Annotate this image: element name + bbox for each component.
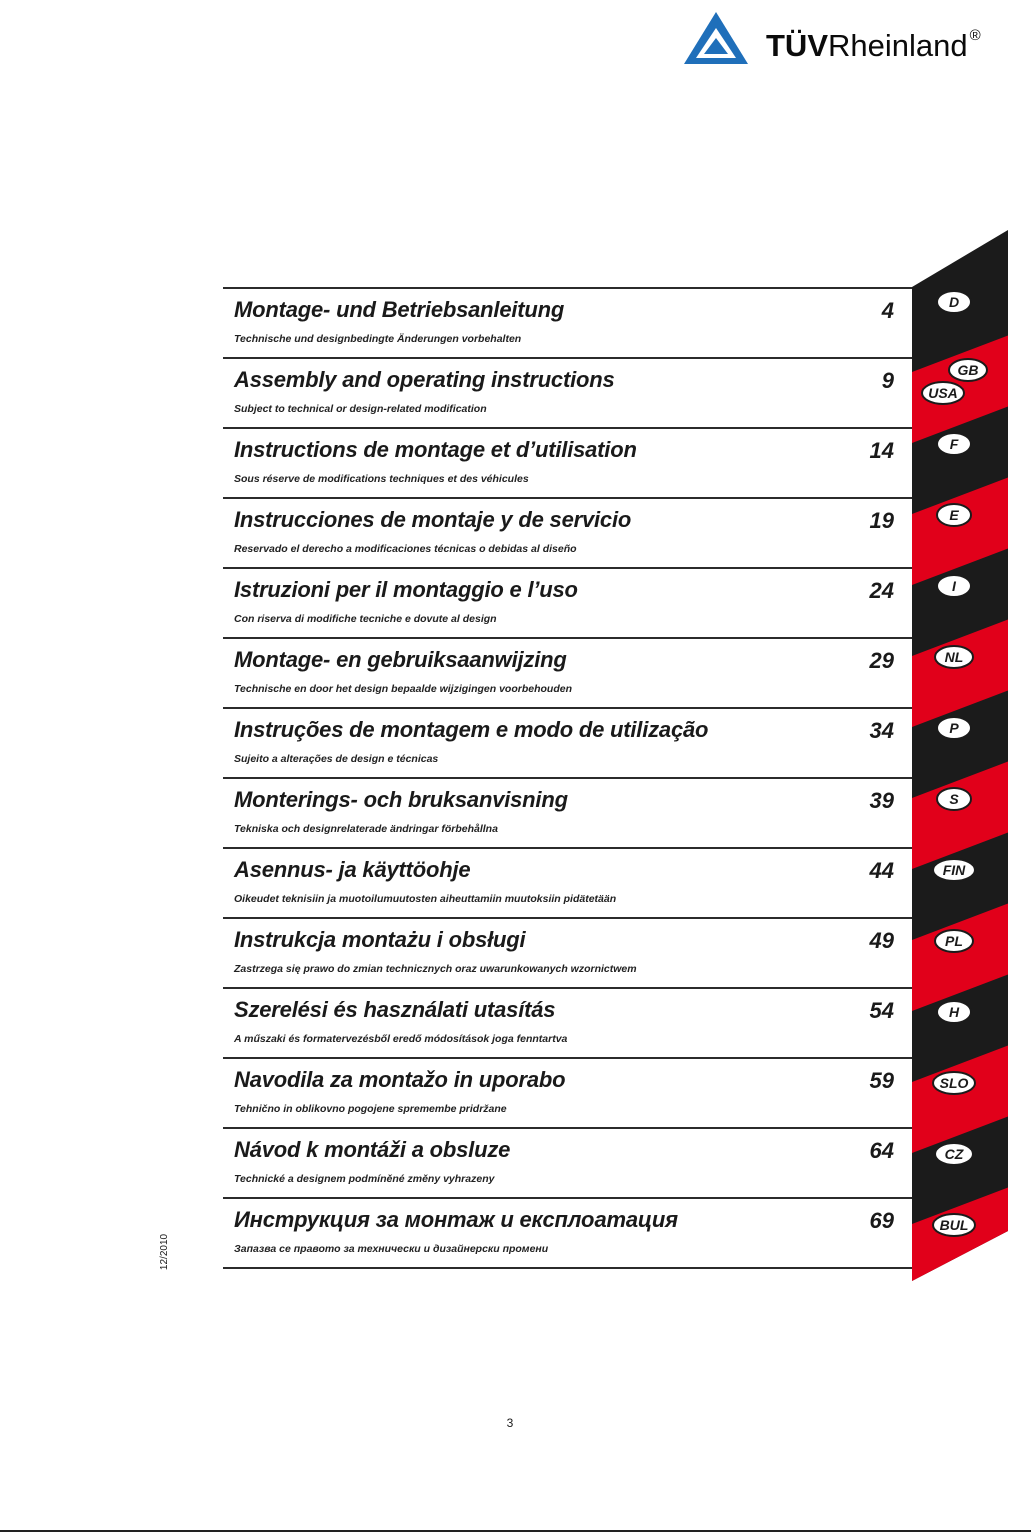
- entry-subtitle: Subject to technical or design-related modification: [234, 403, 487, 415]
- entry-subtitle: Oikeudet teknisiin ja muotoilumuutosten aiheuttamiin muutoksiin pidätetään: [234, 893, 617, 905]
- entry-page-number: 34: [869, 718, 894, 743]
- entry-subtitle: Sujeito a alterações de design e técnicas: [234, 753, 439, 765]
- entry-subtitle: Tekniska och designrelaterade ändringar förbehållna: [234, 823, 498, 835]
- language-tab-strip: [912, 230, 1012, 1290]
- language-badge-label: P: [949, 720, 959, 736]
- index-row[interactable]: [223, 357, 916, 427]
- entry-page-number: 49: [869, 928, 894, 953]
- entry-title: Instruções de montagem e modo de utilização: [234, 717, 709, 742]
- entry-subtitle: Tehnično in oblikovno pogojene spremembe pridržane: [234, 1103, 507, 1115]
- entry-page-number: 44: [869, 858, 894, 883]
- brand-name: TÜVRheinland ®: [766, 27, 981, 63]
- entry-page-number: 59: [869, 1068, 894, 1093]
- entry-title: Instrukcja montażu i obsługi: [234, 927, 526, 952]
- index-row[interactable]: [223, 847, 916, 917]
- tuv-rheinland-logo: [682, 8, 1017, 68]
- page-number: 3: [506, 1416, 514, 1430]
- language-badge-label: D: [948, 294, 960, 310]
- entry-page-number: 9: [881, 368, 894, 393]
- entry-page-number: 54: [869, 998, 894, 1023]
- language-badge-label: H: [948, 1004, 960, 1020]
- language-badge-label: I: [952, 578, 956, 594]
- entry-title: Assembly and operating instructions: [234, 367, 615, 392]
- entry-subtitle: Запазва се правото за технически и дизайнерски промени: [234, 1243, 549, 1255]
- language-badge-label: GB: [957, 362, 979, 378]
- entry-page-number: 39: [869, 788, 894, 813]
- entry-page-number: 24: [869, 578, 894, 603]
- entry-title: Szerelési és használati utasítás: [234, 997, 556, 1022]
- entry-title: Instrucciones de montaje y de servicio: [234, 507, 632, 532]
- entry-subtitle: A műszaki és formatervezésből eredő módosítások joga fenntartva: [234, 1033, 568, 1045]
- entry-page-number: 14: [869, 438, 894, 463]
- entry-subtitle: Technické a designem podmíněné změny vyhrazeny: [234, 1173, 495, 1185]
- entry-title: Asennus- ja käyttöohje: [234, 857, 471, 882]
- footer-rule: [0, 1530, 1031, 1532]
- language-badge-label: CZ: [944, 1146, 964, 1162]
- entry-page-number: 19: [869, 508, 894, 533]
- language-badge-label: USA: [928, 385, 958, 401]
- entry-title: Istruzioni per il montaggio e l’uso: [234, 577, 578, 602]
- index-row[interactable]: [223, 1127, 916, 1197]
- index-row[interactable]: [223, 1197, 916, 1269]
- index-row[interactable]: [223, 1057, 916, 1127]
- index-row[interactable]: [223, 917, 916, 987]
- entry-title: Montage- en gebruiksaanwijzing: [234, 647, 567, 672]
- index-row[interactable]: [223, 777, 916, 847]
- index-row[interactable]: [223, 427, 916, 497]
- index-row[interactable]: [223, 287, 916, 357]
- index-row[interactable]: [223, 497, 916, 567]
- language-badge-label: SLO: [939, 1075, 969, 1091]
- language-badge-label: FIN: [942, 862, 966, 878]
- entry-title: Montage- und Betriebsanleitung: [234, 297, 565, 322]
- language-badge-label: E: [949, 507, 959, 523]
- entry-page-number: 64: [869, 1138, 894, 1163]
- entry-subtitle: Con riserva di modifiche tecniche e dovute al design: [234, 613, 497, 625]
- entry-subtitle: Technische und designbedingte Änderungen vorbehalten: [234, 333, 522, 345]
- entry-page-number: 29: [869, 648, 894, 673]
- entry-title: Návod k montáži a obsluze: [234, 1137, 511, 1162]
- entry-page-number: 4: [881, 298, 894, 323]
- entry-subtitle: Technische en door het design bepaalde wijzigingen voorbehouden: [234, 683, 572, 695]
- language-badge-label: F: [949, 436, 959, 452]
- entry-title: Инструкция за монтаж и експлоатация: [234, 1207, 678, 1232]
- entry-title: Monterings- och bruksanvisning: [234, 787, 568, 812]
- index-row[interactable]: [223, 637, 916, 707]
- index-row[interactable]: [223, 987, 916, 1057]
- language-badge-label: NL: [944, 649, 964, 665]
- language-badge-label: BUL: [939, 1217, 969, 1233]
- index-row[interactable]: [223, 707, 916, 777]
- entry-subtitle: Sous réserve de modifications techniques et des véhicules: [234, 473, 529, 485]
- language-badge-label: PL: [945, 933, 963, 949]
- entry-page-number: 69: [869, 1208, 894, 1233]
- language-index-table: [223, 287, 916, 1269]
- language-badge-label: S: [949, 791, 959, 807]
- entry-title: Navodila za montažo in uporabo: [234, 1067, 566, 1092]
- entry-subtitle: Zastrzega się prawo do zmian technicznych oraz uwarunkowanych wzornictwem: [234, 963, 637, 975]
- entry-title: Instructions de montage et d’utilisation: [234, 437, 637, 462]
- entry-subtitle: Reservado el derecho a modificaciones técnicas o debidas al diseño: [234, 543, 577, 555]
- tuv-triangle-logo-icon: [682, 8, 752, 68]
- date-code: 12/2010: [159, 1233, 170, 1271]
- index-row[interactable]: [223, 567, 916, 637]
